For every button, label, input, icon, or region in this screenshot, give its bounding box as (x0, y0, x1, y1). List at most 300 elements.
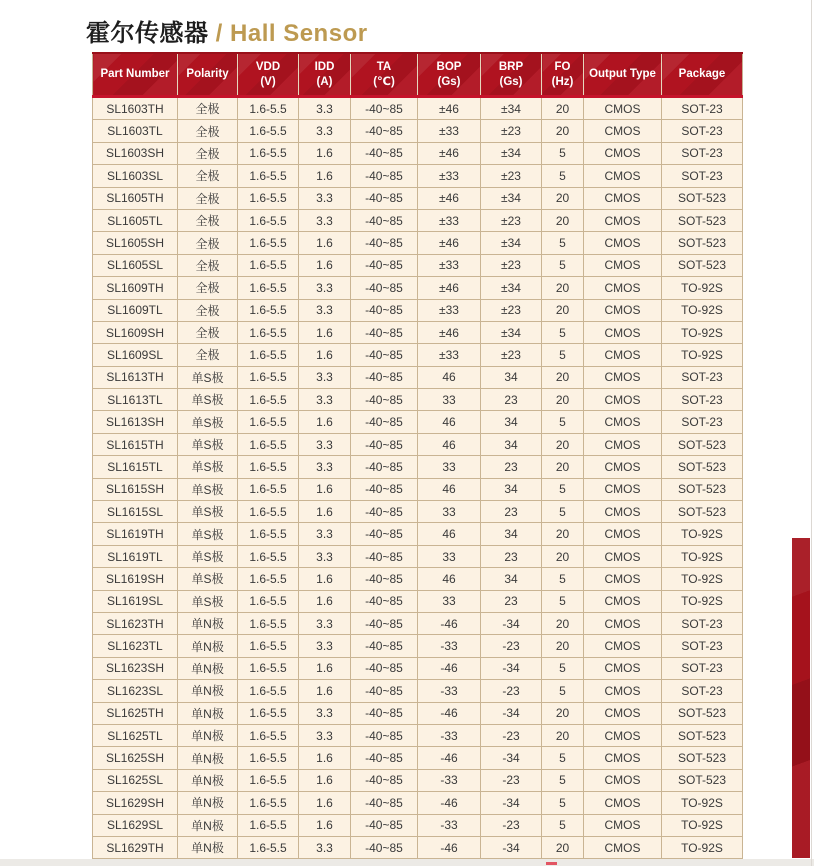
table-cell: ±33 (418, 165, 481, 187)
table-cell: CMOS (584, 411, 662, 433)
table-row (93, 724, 743, 746)
header-line1: Polarity (186, 68, 229, 81)
table-cell: 1.6-5.5 (238, 836, 299, 858)
table-cell: TO-92S (662, 545, 743, 567)
part-number-cell: SL1615SH (93, 478, 178, 500)
table-row (93, 792, 743, 814)
part-number-cell: SL1615SL (93, 501, 178, 523)
table-cell: 46 (418, 523, 481, 545)
table-cell: CMOS (584, 478, 662, 500)
table-cell: -40~85 (351, 702, 418, 724)
table-cell: 3.3 (299, 635, 351, 657)
part-number-cell: SL1623SL (93, 680, 178, 702)
table-cell: 5 (542, 254, 584, 276)
part-number-cell: SL1619TH (93, 523, 178, 545)
table-cell: 20 (542, 523, 584, 545)
table-cell: 1.6-5.5 (238, 680, 299, 702)
table-cell: SOT-23 (662, 389, 743, 411)
table-row (93, 590, 743, 612)
table-cell: 33 (418, 389, 481, 411)
header-line1: Part Number (100, 68, 170, 81)
table-cell: 1.6 (299, 590, 351, 612)
table-cell: 46 (418, 568, 481, 590)
table-cell: SOT-23 (662, 680, 743, 702)
table-cell: -34 (481, 702, 542, 724)
table-cell: 1.6 (299, 657, 351, 679)
table-cell: 1.6-5.5 (238, 657, 299, 679)
table-cell: ±34 (481, 97, 542, 120)
table-cell: 全极 (178, 187, 238, 209)
table-cell: 34 (481, 523, 542, 545)
table-cell: CMOS (584, 142, 662, 164)
table-cell: SOT-23 (662, 120, 743, 142)
table-cell: -40~85 (351, 635, 418, 657)
table-cell: 46 (418, 366, 481, 388)
table-cell: 单S极 (178, 590, 238, 612)
table-row (93, 165, 743, 187)
table-row (93, 142, 743, 164)
table-cell: CMOS (584, 747, 662, 769)
header-line2: (Gs) (437, 75, 461, 88)
header-line1: Package (678, 68, 726, 81)
table-row (93, 769, 743, 791)
table-cell: CMOS (584, 209, 662, 231)
table-cell: 单S极 (178, 523, 238, 545)
table-cell: CMOS (584, 590, 662, 612)
table-body (93, 97, 743, 859)
table-cell: CMOS (584, 836, 662, 858)
table-cell: CMOS (584, 814, 662, 836)
table-cell: -46 (418, 836, 481, 858)
table-cell: -40~85 (351, 590, 418, 612)
table-cell: 单S极 (178, 545, 238, 567)
table-cell: 1.6-5.5 (238, 187, 299, 209)
table-cell: 单N极 (178, 702, 238, 724)
table-row (93, 344, 743, 366)
table-row (93, 836, 743, 858)
table-cell: ±23 (481, 165, 542, 187)
table-cell: CMOS (584, 657, 662, 679)
table-cell: 20 (542, 433, 584, 455)
table-cell: 3.3 (299, 209, 351, 231)
table-cell: 全极 (178, 209, 238, 231)
table-cell: 34 (481, 433, 542, 455)
header-line1: FO (554, 61, 571, 74)
table-cell: -40~85 (351, 165, 418, 187)
table-cell: 1.6-5.5 (238, 254, 299, 276)
table-cell: 1.6-5.5 (238, 545, 299, 567)
table-cell: 5 (542, 769, 584, 791)
table-row (93, 814, 743, 836)
table-cell: 1.6-5.5 (238, 635, 299, 657)
table-cell: -40~85 (351, 814, 418, 836)
table-cell: 1.6 (299, 344, 351, 366)
table-cell: 1.6 (299, 501, 351, 523)
table-cell: 5 (542, 165, 584, 187)
table-cell: ±23 (481, 209, 542, 231)
table-cell: SOT-23 (662, 366, 743, 388)
table-cell: 3.3 (299, 97, 351, 120)
table-cell: CMOS (584, 792, 662, 814)
table-cell: SOT-23 (662, 97, 743, 120)
table-cell: 34 (481, 366, 542, 388)
table-cell: 单N极 (178, 724, 238, 746)
table-cell: 1.6 (299, 411, 351, 433)
table-row (93, 389, 743, 411)
table-cell: 3.3 (299, 702, 351, 724)
table-cell: CMOS (584, 702, 662, 724)
table-cell: 全极 (178, 254, 238, 276)
table-cell: -40~85 (351, 769, 418, 791)
table-cell: CMOS (584, 501, 662, 523)
table-row (93, 187, 743, 209)
table-cell: 1.6-5.5 (238, 411, 299, 433)
part-number-cell: SL1613TH (93, 366, 178, 388)
table-cell: 5 (542, 747, 584, 769)
table-cell: 23 (481, 456, 542, 478)
table-cell: 3.3 (299, 612, 351, 634)
part-number-cell: SL1623TL (93, 635, 178, 657)
table-row (93, 612, 743, 634)
table-cell: 1.6 (299, 814, 351, 836)
table-row (93, 232, 743, 254)
table-cell: 单N极 (178, 769, 238, 791)
part-number-cell: SL1625SH (93, 747, 178, 769)
table-cell: CMOS (584, 680, 662, 702)
table-cell: 单N极 (178, 792, 238, 814)
table-cell: 3.3 (299, 187, 351, 209)
table-cell: TO-92S (662, 568, 743, 590)
table-cell: CMOS (584, 321, 662, 343)
table-header-cell (351, 53, 418, 97)
header-line1: VDD (255, 61, 281, 74)
table-cell: -40~85 (351, 724, 418, 746)
header-line2: (Hz) (551, 75, 574, 88)
page-title-separator: / (208, 20, 231, 47)
table-cell: 1.6 (299, 568, 351, 590)
table-cell: SOT-523 (662, 702, 743, 724)
table-cell: 20 (542, 120, 584, 142)
table-cell: 1.6-5.5 (238, 523, 299, 545)
table-cell: -40~85 (351, 478, 418, 500)
table-cell: CMOS (584, 456, 662, 478)
table-cell: 1.6-5.5 (238, 142, 299, 164)
table-row (93, 501, 743, 523)
table-cell: 3.3 (299, 433, 351, 455)
header-line2: (V) (260, 75, 276, 88)
table-cell: TO-92S (662, 277, 743, 299)
hall-sensor-table (92, 52, 743, 859)
table-cell: -40~85 (351, 456, 418, 478)
table-cell: 3.3 (299, 545, 351, 567)
table-cell: 34 (481, 568, 542, 590)
header-line2: (A) (316, 75, 333, 88)
table-cell: 单S极 (178, 568, 238, 590)
table-cell: 23 (481, 590, 542, 612)
table-cell: 1.6-5.5 (238, 433, 299, 455)
next-page-red-sliver (546, 862, 557, 865)
table-cell: SOT-23 (662, 635, 743, 657)
part-number-cell: SL1609TL (93, 299, 178, 321)
table-cell: CMOS (584, 568, 662, 590)
table-cell: 5 (542, 501, 584, 523)
table-cell: 单N极 (178, 814, 238, 836)
table-cell: 单S极 (178, 501, 238, 523)
table-cell: 单S极 (178, 478, 238, 500)
table-header (93, 53, 743, 97)
table-cell: -34 (481, 836, 542, 858)
table-cell: 1.6-5.5 (238, 366, 299, 388)
table-cell: 1.6-5.5 (238, 590, 299, 612)
table-cell: -40~85 (351, 747, 418, 769)
table-cell: 1.6-5.5 (238, 612, 299, 634)
table-cell: ±23 (481, 120, 542, 142)
table-row (93, 321, 743, 343)
table-cell: 单N极 (178, 836, 238, 858)
table-cell: CMOS (584, 545, 662, 567)
table-cell: -40~85 (351, 209, 418, 231)
page-bottom-gap (0, 859, 814, 866)
part-number-cell: SL1615TH (93, 433, 178, 455)
table-cell: 1.6-5.5 (238, 478, 299, 500)
header-line1: BRP (498, 61, 524, 74)
table-cell: 5 (542, 478, 584, 500)
table-cell: -34 (481, 612, 542, 634)
table-cell: 46 (418, 478, 481, 500)
table-cell: -33 (418, 680, 481, 702)
table-cell: ±23 (481, 344, 542, 366)
table-cell: ±33 (418, 344, 481, 366)
table-row (93, 411, 743, 433)
table-header-cell (481, 53, 542, 97)
table-row (93, 635, 743, 657)
table-cell: 5 (542, 680, 584, 702)
table-cell: 20 (542, 277, 584, 299)
table-cell: 1.6-5.5 (238, 120, 299, 142)
table-cell: 23 (481, 389, 542, 411)
table-cell: 全极 (178, 277, 238, 299)
table-row (93, 97, 743, 120)
table-cell: CMOS (584, 165, 662, 187)
page-title-chinese: 霍尔传感器 (86, 20, 209, 47)
part-number-cell: SL1625TL (93, 724, 178, 746)
table-cell: TO-92S (662, 590, 743, 612)
table-cell: 1.6-5.5 (238, 277, 299, 299)
table-cell: -40~85 (351, 389, 418, 411)
table-cell: ±34 (481, 142, 542, 164)
table-cell: CMOS (584, 277, 662, 299)
table-cell: CMOS (584, 120, 662, 142)
table-header-cell (542, 53, 584, 97)
table-cell: 20 (542, 366, 584, 388)
table-cell: 5 (542, 814, 584, 836)
part-number-cell: SL1613SH (93, 411, 178, 433)
table-cell: -23 (481, 769, 542, 791)
table-cell: SOT-523 (662, 724, 743, 746)
table-row (93, 545, 743, 567)
part-number-cell: SL1609TH (93, 277, 178, 299)
table-cell: 1.6 (299, 680, 351, 702)
page-edge-line (811, 0, 812, 866)
table-cell: 全极 (178, 142, 238, 164)
table-cell: -34 (481, 657, 542, 679)
table-cell: TO-92S (662, 523, 743, 545)
table-cell: -40~85 (351, 366, 418, 388)
table-cell: 1.6 (299, 142, 351, 164)
table-cell: CMOS (584, 635, 662, 657)
table-cell: TO-92S (662, 299, 743, 321)
part-number-cell: SL1603TL (93, 120, 178, 142)
table-cell: CMOS (584, 344, 662, 366)
table-cell: CMOS (584, 389, 662, 411)
table-header-cell (662, 53, 743, 97)
table-cell: -23 (481, 814, 542, 836)
header-line1: TA (376, 61, 392, 74)
table-cell: 1.6-5.5 (238, 232, 299, 254)
table-cell: 1.6-5.5 (238, 568, 299, 590)
right-red-decoration-bar (792, 538, 810, 858)
table-cell: TO-92S (662, 344, 743, 366)
part-number-cell: SL1605TL (93, 209, 178, 231)
table-row (93, 209, 743, 231)
table-row (93, 433, 743, 455)
table-cell: 1.6 (299, 254, 351, 276)
part-number-cell: SL1609SL (93, 344, 178, 366)
table-cell: 1.6 (299, 769, 351, 791)
part-number-cell: SL1603TH (93, 97, 178, 120)
table-cell: -40~85 (351, 501, 418, 523)
table-cell: -40~85 (351, 545, 418, 567)
table-row (93, 680, 743, 702)
part-number-cell: SL1603SH (93, 142, 178, 164)
table-cell: 1.6-5.5 (238, 702, 299, 724)
table-cell: 1.6-5.5 (238, 501, 299, 523)
table-header-cell (584, 53, 662, 97)
table-cell: 5 (542, 590, 584, 612)
table-cell: 1.6 (299, 165, 351, 187)
table-cell: CMOS (584, 97, 662, 120)
table-cell: SOT-23 (662, 142, 743, 164)
table-cell: 20 (542, 389, 584, 411)
table-cell: 1.6-5.5 (238, 321, 299, 343)
table-header-cell (418, 53, 481, 97)
table-cell: 20 (542, 187, 584, 209)
part-number-cell: SL1623TH (93, 612, 178, 634)
table-cell: CMOS (584, 187, 662, 209)
table-cell: -40~85 (351, 680, 418, 702)
table-cell: 5 (542, 344, 584, 366)
table-cell: -33 (418, 769, 481, 791)
table-cell: -33 (418, 814, 481, 836)
table-cell: -40~85 (351, 277, 418, 299)
part-number-cell: SL1619TL (93, 545, 178, 567)
table-cell: TO-92S (662, 792, 743, 814)
table-cell: 5 (542, 321, 584, 343)
table-cell: SOT-23 (662, 165, 743, 187)
table-cell: CMOS (584, 523, 662, 545)
table-cell: -23 (481, 724, 542, 746)
table-cell: 3.3 (299, 836, 351, 858)
table-header-cell (93, 53, 178, 97)
table-cell: SOT-523 (662, 433, 743, 455)
table-header-row (93, 53, 743, 97)
part-number-cell: SL1605SL (93, 254, 178, 276)
table-cell: 20 (542, 724, 584, 746)
table-cell: 3.3 (299, 724, 351, 746)
table-cell: 20 (542, 456, 584, 478)
table-cell: -40~85 (351, 523, 418, 545)
part-number-cell: SL1603SL (93, 165, 178, 187)
table-cell: 全极 (178, 299, 238, 321)
table-cell: SOT-523 (662, 209, 743, 231)
table-cell: 1.6-5.5 (238, 814, 299, 836)
table-cell: ±46 (418, 277, 481, 299)
table-cell: 20 (542, 612, 584, 634)
table-header-cell (299, 53, 351, 97)
table-cell: 20 (542, 836, 584, 858)
table-cell: 5 (542, 232, 584, 254)
table-cell: ±33 (418, 209, 481, 231)
table-cell: -33 (418, 635, 481, 657)
table-cell: 1.6 (299, 232, 351, 254)
table-cell: ±46 (418, 187, 481, 209)
table-row (93, 254, 743, 276)
table-cell: -33 (418, 724, 481, 746)
table-cell: -40~85 (351, 232, 418, 254)
table-cell: -34 (481, 747, 542, 769)
table-cell: -40~85 (351, 120, 418, 142)
table-cell: 单S极 (178, 456, 238, 478)
table-cell: 1.6-5.5 (238, 344, 299, 366)
header-line2: (℃) (373, 75, 395, 88)
table-cell: 34 (481, 411, 542, 433)
table-cell: ±46 (418, 97, 481, 120)
table-cell: ±34 (481, 187, 542, 209)
table-cell: -40~85 (351, 187, 418, 209)
table-cell: -40~85 (351, 433, 418, 455)
table-cell: SOT-523 (662, 769, 743, 791)
table-cell: 单N极 (178, 612, 238, 634)
table-cell: -40~85 (351, 836, 418, 858)
table-cell: SOT-23 (662, 411, 743, 433)
table-cell: 34 (481, 478, 542, 500)
table-cell: 1.6-5.5 (238, 165, 299, 187)
table-cell: 全极 (178, 165, 238, 187)
table-cell: CMOS (584, 232, 662, 254)
table-cell: 33 (418, 501, 481, 523)
header-line1: IDD (314, 61, 335, 74)
table-cell: ±34 (481, 277, 542, 299)
table-cell: 46 (418, 433, 481, 455)
table-cell: CMOS (584, 724, 662, 746)
part-number-cell: SL1605TH (93, 187, 178, 209)
table-cell: 23 (481, 501, 542, 523)
table-cell: SOT-523 (662, 254, 743, 276)
table-cell: 3.3 (299, 456, 351, 478)
table-cell: CMOS (584, 612, 662, 634)
table-cell: ±34 (481, 232, 542, 254)
table-cell: TO-92S (662, 836, 743, 858)
table-cell: 单N极 (178, 657, 238, 679)
part-number-cell: SL1625SL (93, 769, 178, 791)
table-cell: 5 (542, 657, 584, 679)
table-cell: 1.6 (299, 321, 351, 343)
table-cell: 全极 (178, 120, 238, 142)
table-cell: SOT-523 (662, 187, 743, 209)
table-cell: 1.6-5.5 (238, 97, 299, 120)
table-cell: 20 (542, 545, 584, 567)
part-number-cell: SL1629SL (93, 814, 178, 836)
